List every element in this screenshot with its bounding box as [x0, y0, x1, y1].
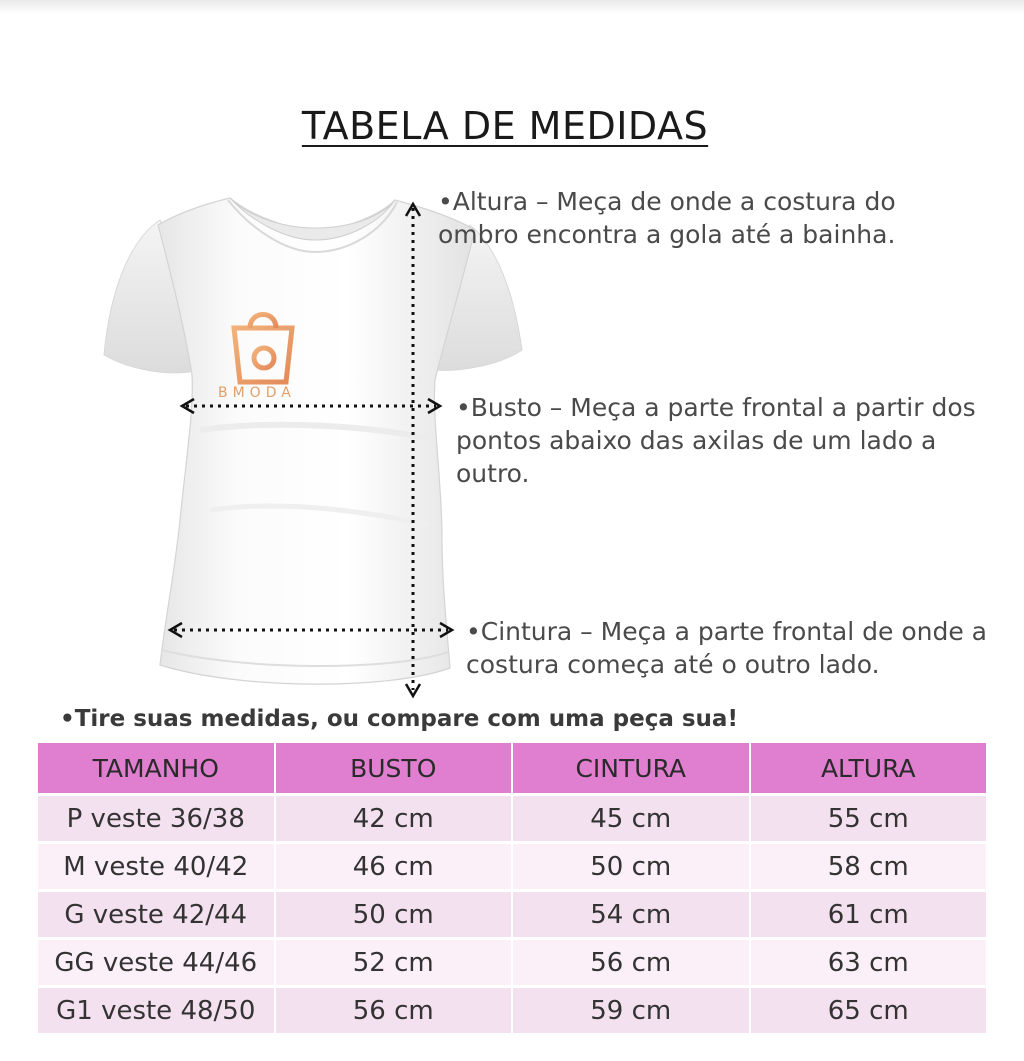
cell-cintura: 50 cm — [513, 844, 749, 889]
page-title: TABELA DE MEDIDAS — [301, 104, 709, 148]
top-shadow — [0, 0, 1024, 14]
table-row — [38, 940, 986, 985]
size-table — [36, 740, 988, 1036]
cell-altura: 65 cm — [751, 988, 987, 1033]
cell-altura: 58 cm — [751, 844, 987, 889]
table-row — [38, 892, 986, 937]
header-altura: ALTURA — [751, 743, 987, 793]
cell-cintura: 59 cm — [513, 988, 749, 1033]
cell-busto: 56 cm — [276, 988, 512, 1033]
cell-altura: 55 cm — [751, 796, 987, 841]
cell-tamanho: M veste 40/42 — [38, 844, 274, 889]
table-row — [38, 796, 986, 841]
cell-tamanho: GG veste 44/46 — [38, 940, 274, 985]
header-busto: BUSTO — [276, 743, 512, 793]
logo-text: BMODA — [218, 385, 296, 401]
table-header-row — [38, 743, 986, 793]
cell-cintura: 45 cm — [513, 796, 749, 841]
cell-busto: 52 cm — [276, 940, 512, 985]
cell-altura: 63 cm — [751, 940, 987, 985]
header-cintura: CINTURA — [513, 743, 749, 793]
cell-tamanho: G1 veste 48/50 — [38, 988, 274, 1033]
cell-busto: 46 cm — [276, 844, 512, 889]
cell-cintura: 56 cm — [513, 940, 749, 985]
cell-tamanho: G veste 42/44 — [38, 892, 274, 937]
measure-tip: •Tire suas medidas, ou compare com uma peça sua! — [60, 706, 738, 732]
altura-description: •Altura – Meça de onde a costura do ombro encontra a gola até a bainha. — [438, 187, 896, 249]
busto-description: •Busto – Meça a parte frontal a partir dos pontos abaixo das axilas de um lado a outro. — [456, 393, 976, 488]
table-row — [38, 988, 986, 1033]
cell-altura: 61 cm — [751, 892, 987, 937]
cell-tamanho: P veste 36/38 — [38, 796, 274, 841]
cintura-description: •Cintura – Meça a parte frontal de onde a costura começa até o outro lado. — [466, 617, 987, 679]
table-row — [38, 844, 986, 889]
cell-busto: 42 cm — [276, 796, 512, 841]
header-tamanho: TAMANHO — [38, 743, 274, 793]
cell-cintura: 54 cm — [513, 892, 749, 937]
cell-busto: 50 cm — [276, 892, 512, 937]
